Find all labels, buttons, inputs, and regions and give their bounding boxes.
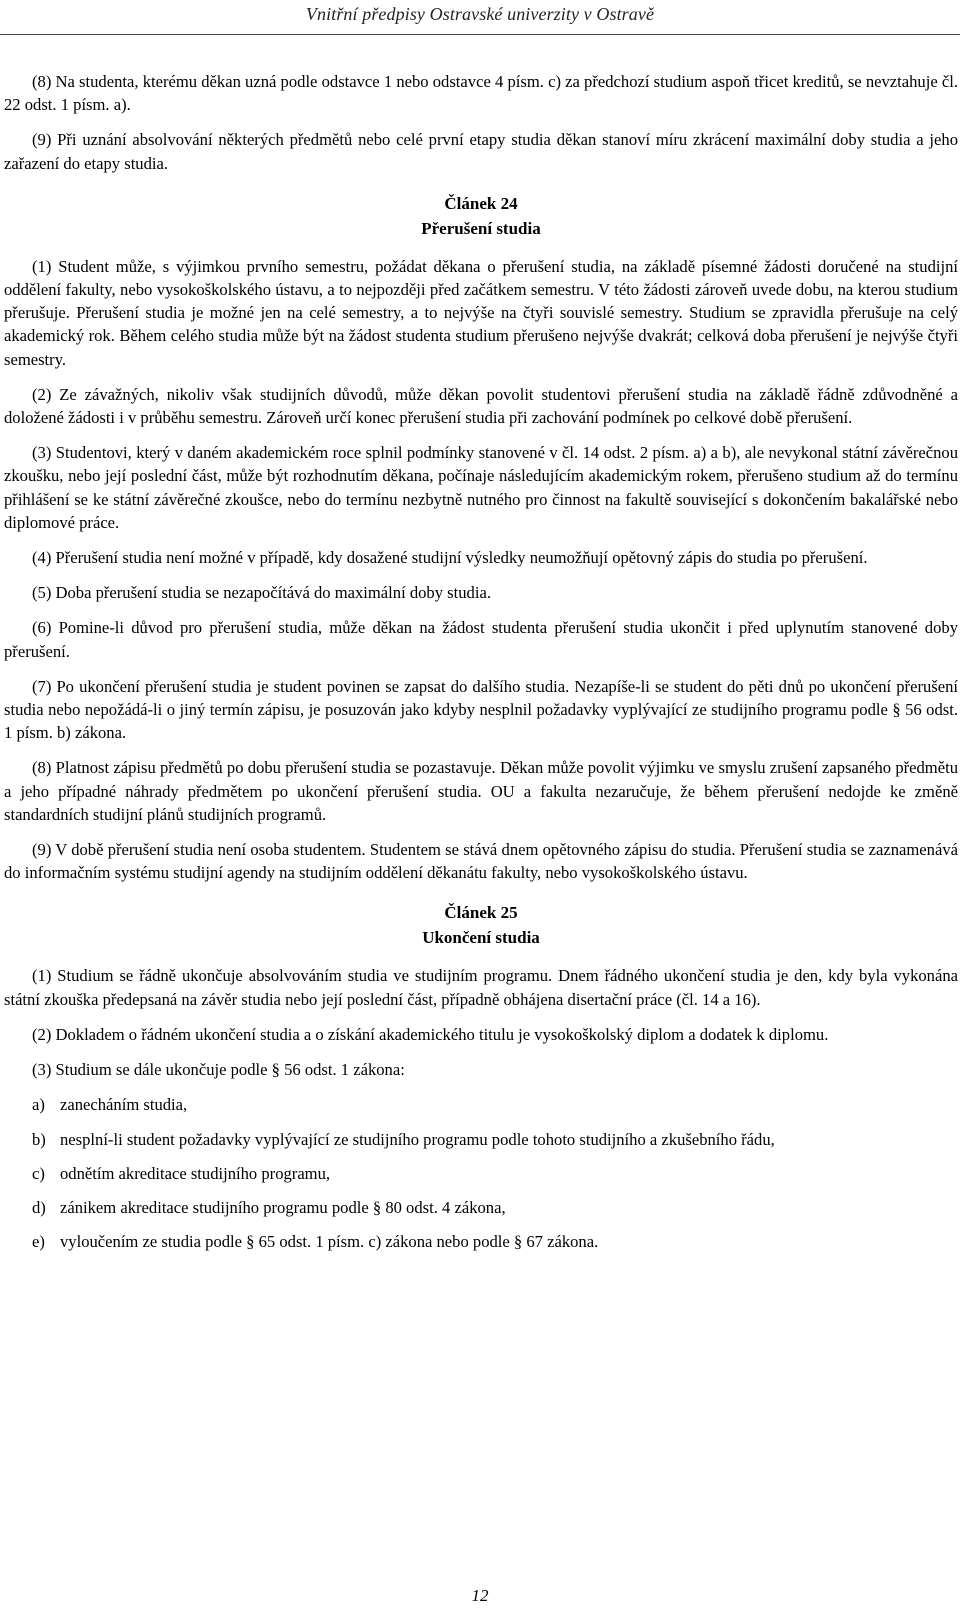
article-24-paragraph: (8) Platnost zápisu předmětů po dobu přerušení studia se pozastavuje. Děkan může povolit výjimku ve smyslu zrušení zapsaného předmětu a jeho případné náhrady předmětem po ukončení přerušení studia. OU a fakulta nezaručuje, že během přerušení nedojde ke změně standardních studijní plánů studijních programů. [4, 758, 958, 824]
article-24-paragraph: (4) Přerušení studia není možné v případě, kdy dosažené studijní výsledky neumožňují opětovný zápis do studia po přerušení. [32, 548, 868, 568]
list-marker: c) [32, 1163, 45, 1183]
list-marker: e) [32, 1232, 45, 1252]
list-item [4, 1162, 958, 1185]
paragraph-9: (9) Při uznání absolvování některých předmětů nebo celé první etapy studia děkan stanoví míru zkrácení maximální doby studia a jeho zařazení do etapy studia. [4, 130, 958, 173]
running-header: Vnitřní předpisy Ostravské univerzity v Ostravě [305, 4, 655, 24]
list-text: zánikem akreditace studijního programu podle § 80 odst. 4 zákona, [60, 1197, 506, 1217]
article-title: Přerušení studia [421, 218, 541, 238]
article-24-paragraph: (1) Student může, s výjimkou prvního semestru, požádat děkana o přerušení studia, na základě písemné žádosti doručené na studijní oddělení fakulty, nebo vysokoškolského ústavu, a to nejpozději před začátkem semestru. V této žádosti zároveň uvede dobu, na kterou studium přerušuje. Přerušení studia je možné jen na celé semestry, a to nejvýše na čtyři souvislé semestry. Studium se zpravidla přerušuje na celý akademický rok. Během celého studia může být na žádost studenta studium přerušeno nejvýše dvakrát; celková doba přerušení je nejvýše čtyři semestry. [4, 256, 958, 369]
article-title: Ukončení studia [422, 928, 540, 948]
article-24-paragraph: (7) Po ukončení přerušení studia je student povinen se zapsat do dalšího studia. Nezapíše-li se student do pěti dnů po ukončení přerušení studia nebo nepožádá-li o jiný termín zápisu, je posuzován jako kdyby nesplnil požadavky vyplývající ze studijního programu podle § 56 odst. 1 písm. b) zákona. [4, 676, 958, 743]
list-item [4, 1128, 958, 1151]
list-text: nesplní-li student požadavky vyplývající ze studijního programu podle tohoto studijního a zkušebního řádu, [60, 1129, 775, 1149]
article-24-heading [4, 191, 958, 241]
article-24-paragraph: (3) Studentovi, který v daném akademickém roce splnil podmínky stanovené v čl. 14 odst. 2 písm. a) a b), ale nevykonal státní závěrečnou zkoušku, nebo její poslední část, může být rozhodnutím děkana, počínaje následujícím akademickým rokem, přerušeno studium až do termínu přihlášení se ke státní závěrečné zkoušce, nebo do termínu nezbytně nutného pro činnost na fakultě související s dokončením bakalářské nebo diplomové práce. [4, 443, 958, 532]
article-24-paragraph: (6) Pomine-li důvod pro přerušení studia, může děkan na žádost studenta přerušení studia ukončit i před uplynutím stanovené doby přerušení. [4, 618, 958, 661]
page-number: 12 [471, 1586, 489, 1605]
list-text: odnětím akreditace studijního programu, [60, 1163, 331, 1183]
list-text: vyloučením ze studia podle § 65 odst. 1 písm. c) zákona nebo podle § 67 zákona. [60, 1232, 599, 1252]
paragraph-8: (8) Na studenta, kterému děkan uzná podle odstavce 1 nebo odstavce 4 písm. c) za předchozí studium aspoň třicet kreditů, se nevztahuje čl. 22 odst. 1 písm. a). [4, 72, 958, 115]
list-marker: d) [32, 1197, 46, 1217]
list-item [4, 1230, 958, 1253]
article-number: Článek 25 [444, 903, 518, 923]
article-24-paragraph: (2) Ze závažných, nikoliv však studijních důvodů, může děkan povolit studentovi přerušení studia na základě řádně zdůvodněné a doložené žádosti i v průběhu semestru. Zároveň určí konec přerušení studia při zachování podmínek po celkové době přerušení. [4, 384, 958, 428]
article-24-paragraph: (5) Doba přerušení studia se nezapočítává do maximální doby studia. [32, 583, 491, 603]
article-25-heading [4, 900, 958, 950]
article-25-paragraph: (1) Studium se řádně ukončuje absolvováním studia ve studijním programu. Dnem řádného ukončení studia je den, kdy byla vykonána státní zkouška předepsaná na závěr studia nebo její poslední část, případně obhájena disertační práce (čl. 14 a 16). [4, 966, 958, 1009]
list-marker: b) [32, 1129, 46, 1149]
list-item [4, 1196, 958, 1219]
document-body [4, 70, 958, 1264]
article-24-paragraph: (9) V době přerušení studia není osoba studentem. Studentem se stává dnem opětovného zápisu do studia. Přerušení studia se zaznamenává do informačním systému studijní agendy na studijním oddělení děkanátu fakulty, nebo vysokoškolského ústavu. [4, 840, 958, 883]
article-25-paragraph: (2) Dokladem o řádném ukončení studia a o získání akademického titulu je vysokoškolský diplom a dodatek k diplomu. [32, 1024, 829, 1044]
list-item [4, 1093, 958, 1116]
header-divider [0, 34, 960, 35]
article-25-paragraph: (3) Studium se dále ukončuje podle § 56 odst. 1 zákona: [32, 1060, 405, 1080]
list-text: zanecháním studia, [60, 1095, 188, 1115]
list-marker: a) [32, 1095, 45, 1115]
article-number: Článek 24 [444, 193, 518, 213]
